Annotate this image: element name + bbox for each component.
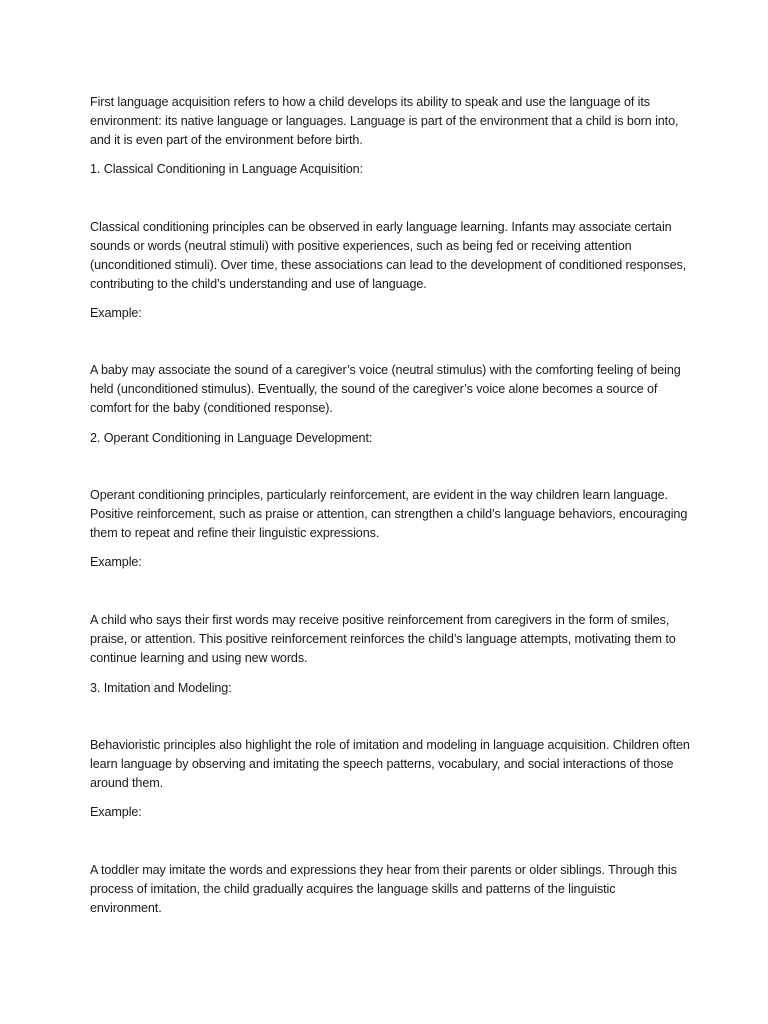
- section-2-example-label: Example:: [90, 555, 142, 569]
- section-1-body: Classical conditioning principles can be observed in early language learning. Infants may associate certain sounds or words (neutral stimuli) with positive experiences, such as being fed or receiving attention (unconditioned stimuli). Over time, these associations can lead to the development of conditioned responses, contributing to the child’s understanding and use of language.: [90, 220, 690, 291]
- section-3-example-label: Example:: [90, 805, 142, 819]
- section-2-body: Operant conditioning principles, particularly reinforcement, are evident in the way children learn language. Positive reinforcement, such as praise or attention, can strengthen a child’s language behaviors, encouraging them to repeat and refine their linguistic expressions.: [90, 488, 691, 540]
- intro-paragraph: First language acquisition refers to how a child develops its ability to speak and use the language of its environment: its native language or languages. Language is part of the environment that a child is born into, and it is even part of the environment before birth.: [90, 95, 682, 147]
- section-3-body: Behavioristic principles also highlight the role of imitation and modeling in language acquisition. Children often learn language by observing and imitating the speech patterns, vocabulary, and social interactions of those around them.: [90, 738, 694, 790]
- section-1-heading: 1. Classical Conditioning in Language Acquisition:: [90, 162, 363, 176]
- section-3-example: A toddler may imitate the words and expressions they hear from their parents or older siblings. Through this process of imitation, the child gradually acquires the language skills and patterns of the linguistic environment.: [90, 863, 681, 915]
- section-1-example-label: Example:: [90, 306, 142, 320]
- section-3-heading: 3. Imitation and Modeling:: [90, 681, 232, 695]
- section-1-example: A baby may associate the sound of a caregiver’s voice (neutral stimulus) with the comforting feeling of being held (unconditioned stimulus). Eventually, the sound of the caregiver’s voice alone becomes a source of comfort for the baby (conditioned response).: [90, 363, 685, 415]
- section-2-example: A child who says their first words may receive positive reinforcement from caregivers in the form of smiles, praise, or attention. This positive reinforcement reinforces the child’s language attempts, motivating them to continue learning and using new words.: [90, 613, 680, 665]
- section-2-heading: 2. Operant Conditioning in Language Development:: [90, 431, 373, 445]
